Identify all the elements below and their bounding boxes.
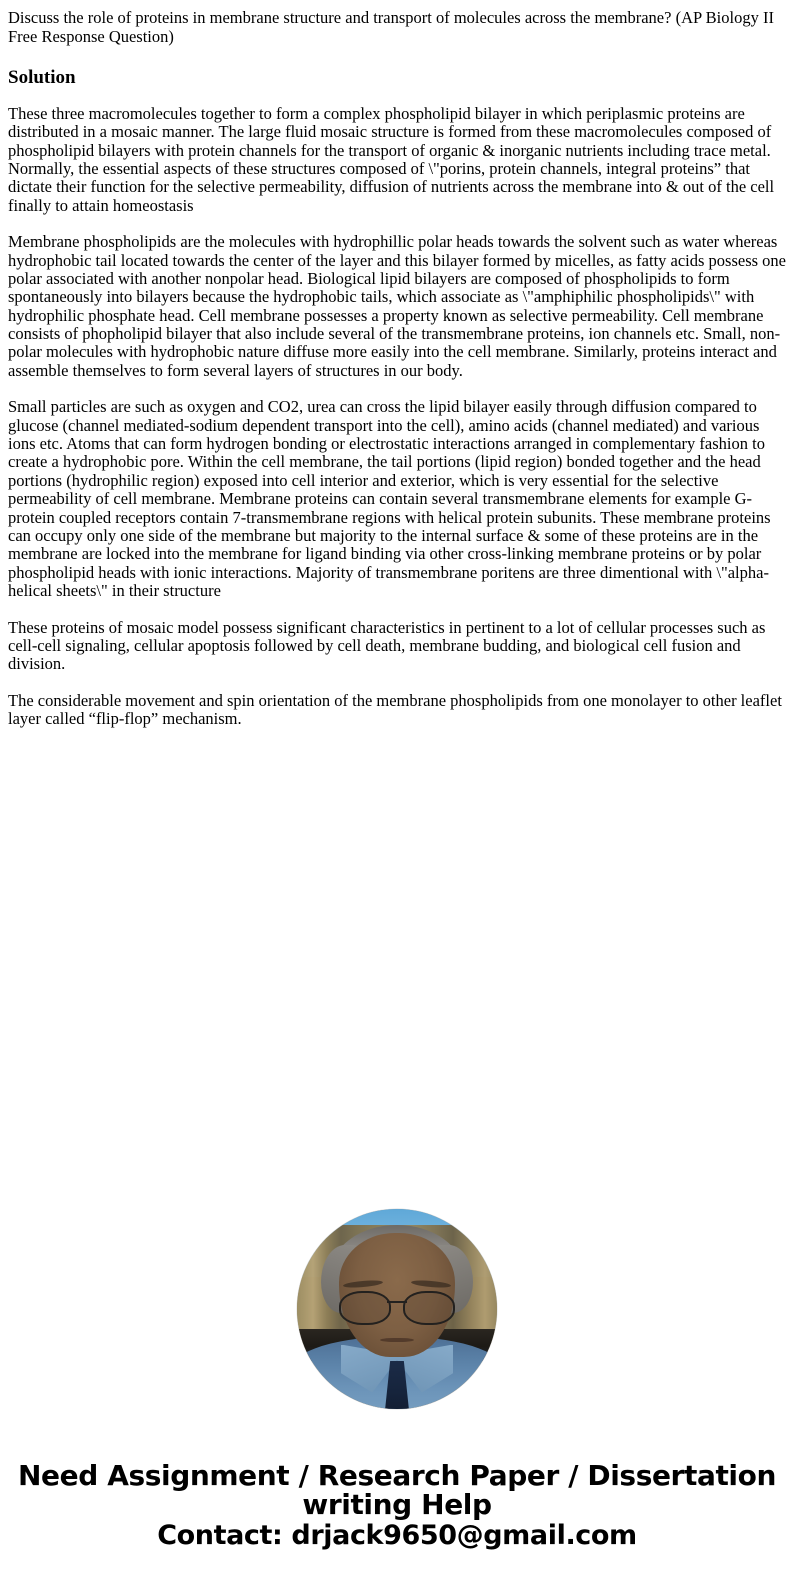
solution-paragraph-1: These three macromolecules together to form a complex phospholipid bilayer in which periplasmic proteins are distributed in a mosaic manner. The large fluid mosaic structure is formed from these macromolecules composed of phospholipid bilayers with protein channels for the transport of organic & inorganic nutrients including trace metal. Normally, the essential aspects of these structures composed of \"porins, protein channels, integral proteins” that dictate their function for the selective permeability, diffusion of nutrients across the membrane into & out of the cell finally to attain homeostasis: [8, 105, 786, 215]
avatar-eyeglass-right: [403, 1291, 455, 1325]
solution-paragraph-4: These proteins of mosaic model possess significant characteristics in pertinent to a lot of cellular processes such as cell-cell signaling, cellular apoptosis followed by cell death, membrane budding, and biological cell fusion and division.: [8, 619, 786, 674]
footer-contact-email[interactable]: Contact: drjack9650@gmail.com: [8, 1522, 786, 1551]
solution-heading: Solution: [8, 67, 786, 89]
solution-paragraph-3: Small particles are such as oxygen and CO2, urea can cross the lipid bilayer easily through diffusion compared to glucose (channel mediated-sodium dependent transport into the cell), amino acids (channel mediated) and various ions etc. Atoms that can form hydrogen bonding or electrostatic interactions arranged in complementary fashion to create a hydrophobic pore. Within the cell membrane, the tail portions (lipid region) bonded together and the head portions (hydrophilic region) exposed into cell interior and exterior, which is very essential for the selective permeability of cell membrane. Membrane proteins can contain several transmembrane elements for example G-protein coupled receptors contain 7-transmembrane regions with helical protein subunits. These membrane proteins can occupy only one side of the membrane but majority to the internal surface & some of these proteins are in the membrane are locked into the membrane for ligand binding via other cross-linking membrane proteins or by polar phospholipid heads with ionic interactions. Majority of transmembrane poritens are three dimentional with \"alpha-helical sheets\" in their structure: [8, 398, 786, 600]
avatar-eyeglass-bridge: [387, 1301, 407, 1303]
question-text: Discuss the role of proteins in membrane structure and transport of molecules across the membrane? (AP Biology II Free Response Question): [8, 8, 786, 47]
avatar-eyeglass-left: [339, 1291, 391, 1325]
footer-headline-line-2: writing Help: [8, 1490, 786, 1520]
avatar-mouth: [380, 1338, 414, 1343]
solution-paragraph-2: Membrane phospholipids are the molecules with hydrophillic polar heads towards the solvent such as water whereas hydrophobic tail located towards the center of the layer and this bilayer formed by micelles, as fatty acids possess one polar associated with another nonpolar head. Biological lipid bilayers are composed of phospholipids to form spontaneously into bilayers because the hydrophobic tails, which associate as \"amphiphilic phospholipids\" with hydrophilic phosphate head. Cell membrane possesses a property known as selective permeability. Cell membrane consists of phopholipid bilayer that also include several of the transmembrane proteins, ion channels etc. Small, non-polar molecules with hydrophobic nature diffuse more easily into the cell membrane. Similarly, proteins interact and assemble themselves to form several layers of structures in our body.: [8, 233, 786, 380]
avatar-container: [8, 1209, 786, 1409]
solution-paragraph-5: The considerable movement and spin orientation of the membrane phospholipids from one monolayer to other leaflet layer called “flip-flop” mechanism.: [8, 692, 786, 729]
footer-headline-line-1: Need Assignment / Research Paper / Dissertation: [8, 1461, 786, 1491]
avatar: [297, 1209, 497, 1409]
footer: [8, 1461, 786, 1577]
